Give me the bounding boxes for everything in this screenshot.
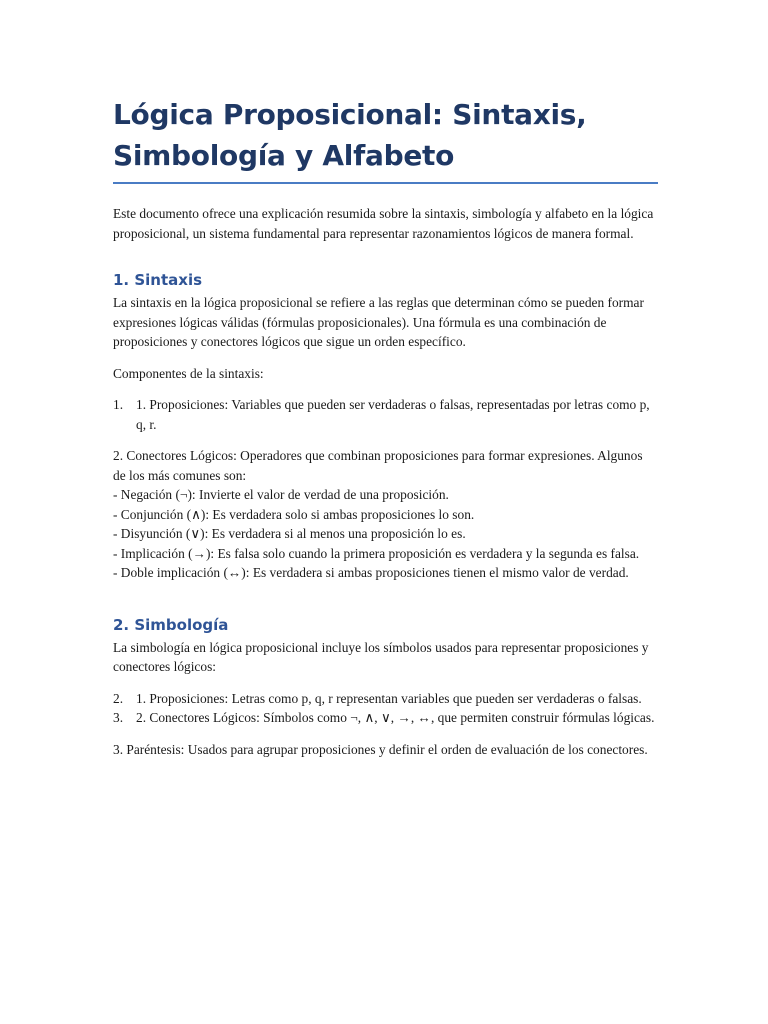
sintaxis-list bbox=[113, 395, 658, 434]
list-item bbox=[113, 395, 658, 434]
list-item bbox=[113, 708, 658, 728]
document-content bbox=[113, 94, 658, 759]
simbologia-paragraph: La simbología en lógica proposicional incluye los símbolos usados para representar proposiciones y conectores lógicos: bbox=[113, 639, 649, 674]
list-item-number: 3. bbox=[113, 710, 124, 725]
document-title: Lógica Proposicional: Sintaxis, Simbología y Alfabeto bbox=[113, 94, 658, 184]
connectors-block bbox=[113, 446, 658, 583]
connector-biconditional: - Doble implicación (↔): Es verdadera si ambas proposiciones tienen el mismo valor de verdad. bbox=[113, 565, 629, 580]
connector-negation: - Negación (¬): Invierte el valor de verdad de una proposición. bbox=[113, 487, 449, 502]
connector-implication: - Implicación (→): Es falsa solo cuando la primera proposición es verdadera y la segunda es falsa. bbox=[113, 545, 640, 561]
list-item-text: 1. Proposiciones: Letras como p, q, r representan variables que pueden ser verdaderas o falsas. bbox=[136, 690, 642, 706]
connector-conjunction: - Conjunción (∧): Es verdadera solo si ambas proposiciones lo son. bbox=[113, 506, 475, 522]
section-heading-simbologia: 2. Simbología bbox=[113, 615, 229, 634]
simbologia-list bbox=[113, 689, 658, 728]
connectors-intro: 2. Conectores Lógicos: Operadores que combinan proposiciones para formar expresiones. Algunos de los más comunes son: bbox=[113, 448, 643, 483]
section-heading-sintaxis: 1. Sintaxis bbox=[113, 271, 203, 289]
list-item bbox=[113, 689, 658, 709]
list-item-number: 2. bbox=[113, 690, 124, 706]
list-item-text: 2. Conectores Lógicos: Símbolos como ¬, ∧, ∨, →, ↔, que permiten construir fórmulas lógicas. bbox=[136, 710, 655, 725]
parentheses-paragraph: 3. Paréntesis: Usados para agrupar proposiciones y definir el orden de evaluación de los conectores. bbox=[113, 741, 648, 757]
list-item-number: 1. bbox=[113, 397, 124, 412]
connector-disjunction: - Disyunción (∨): Es verdadera si al menos una proposición lo es. bbox=[113, 526, 466, 541]
intro-paragraph: Este documento ofrece una explicación resumida sobre la sintaxis, simbología y alfabeto en la lógica proposicional, un sistema fundamental para representar razonamientos lógicos de manera formal. bbox=[113, 206, 654, 241]
list-item-text: 1. Proposiciones: Variables que pueden ser verdaderas o falsas, representadas por letras como p, q, r. bbox=[136, 397, 650, 432]
components-label: Componentes de la sintaxis: bbox=[113, 365, 264, 381]
sintaxis-paragraph: La sintaxis en la lógica proposicional se refiere a las reglas que determinan cómo se pueden formar expresiones lógicas válidas (fórmulas proposicionales). Una fórmula es una combinación de proposiciones y conectores lógicos que sigue un orden específico. bbox=[113, 295, 644, 349]
